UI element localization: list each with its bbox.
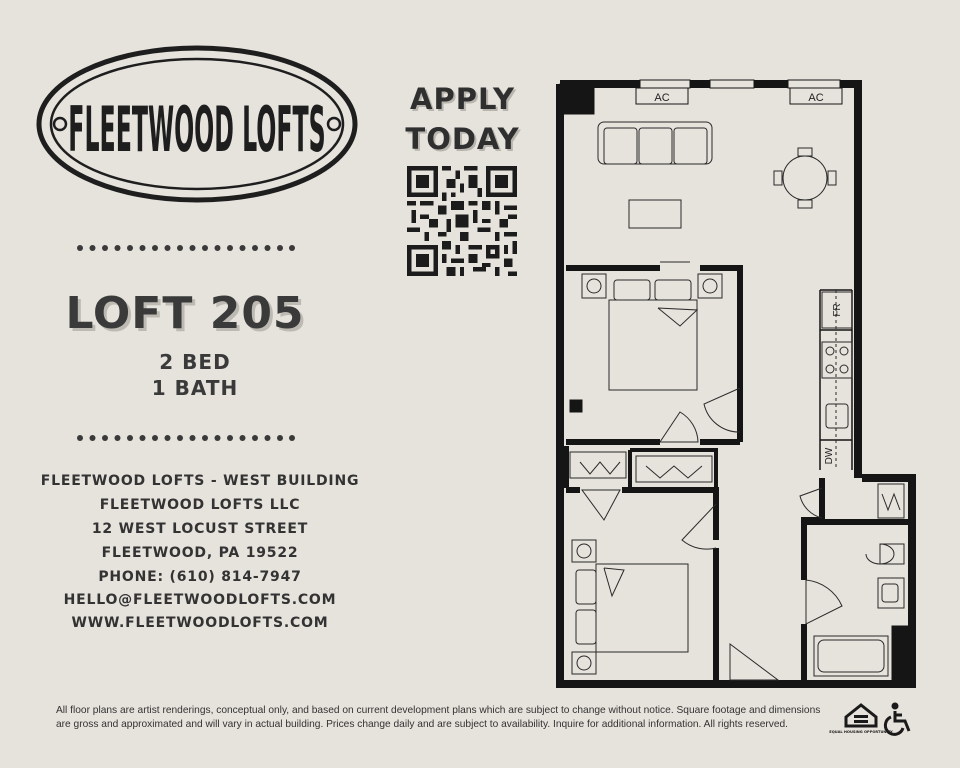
floor-plan (550, 76, 930, 696)
bathroom-count: 1 BATH (151, 376, 239, 400)
website-link[interactable]: WWW.FLEETWOODLOFTS.COM (71, 615, 329, 631)
city-state-zip: FLEETWOOD, PA 19522 (101, 545, 299, 561)
fridge-label: FR (832, 303, 843, 317)
door-swing-icon (660, 412, 698, 442)
dishwasher-label: DW (824, 447, 835, 465)
nightstand-icon (572, 540, 596, 562)
disclaimer-line2: are gross and approximated and will vary in actual building. Prices change daily and are subject to availability. Inquire for additional information. All rights reserved. (56, 719, 789, 730)
fleetwood-lofts-logo (36, 44, 358, 204)
coffee-table-icon (629, 200, 681, 228)
wheelchair-accessible-icon (883, 702, 915, 736)
nightstand-icon (698, 274, 722, 298)
bed-icon (609, 300, 697, 390)
building-name: FLEETWOOD LOFTS - WEST BUILDING (40, 473, 360, 489)
apply-heading-line1: APPLY (410, 82, 515, 116)
email-link[interactable]: HELLO@FLEETWOODLOFTS.COM (63, 592, 337, 608)
logo-text: FLEETWOOD LOFTS (68, 93, 326, 166)
dotted-divider-top (76, 244, 296, 252)
bedroom-count: 2 BED (159, 350, 231, 374)
structural-column (560, 84, 594, 114)
ac-label-right: AC (808, 92, 824, 104)
window (710, 80, 754, 88)
window (640, 80, 690, 88)
apply-qr-code-icon[interactable] (407, 166, 517, 276)
dining-table-icon (783, 156, 827, 200)
door-swing-icon (730, 644, 778, 680)
dotted-divider-bottom (76, 434, 296, 442)
sink-icon (826, 404, 848, 428)
unit-title: LOFT 205 (65, 288, 305, 339)
range-icon (822, 342, 852, 378)
door-swing-icon (806, 580, 842, 624)
closet-icon (636, 456, 712, 482)
door-swing-icon (682, 504, 716, 549)
apply-heading-line2: TODAY (405, 122, 520, 156)
toilet-icon (866, 544, 904, 564)
bathroom-column (892, 626, 912, 684)
eho-caption: EQUAL HOUSING OPPORTUNITY (829, 730, 893, 734)
door-swing-icon (800, 488, 822, 518)
company-name: FLEETWOOD LOFTS LLC (99, 497, 301, 513)
nightstand-icon (582, 274, 606, 298)
window (788, 80, 840, 88)
equal-housing-opportunity-icon (829, 702, 893, 738)
bed-icon (596, 564, 688, 652)
disclaimer-line1: All floor plans are artist renderings, conceptual only, and based on current development plans which are subject to change without notice. Square footage and dimensions (56, 705, 821, 716)
door-swing-icon (582, 490, 620, 520)
legal-disclaimer (56, 704, 836, 732)
nightstand-icon (572, 652, 596, 674)
bathtub-icon (814, 636, 888, 676)
phone-number: PHONE: (610) 814-7947 (98, 569, 302, 585)
ac-label-left: AC (654, 92, 670, 104)
bedroom1-walls (566, 268, 740, 442)
street-address: 12 WEST LOCUST STREET (91, 521, 309, 537)
door-swing-icon (704, 388, 740, 432)
